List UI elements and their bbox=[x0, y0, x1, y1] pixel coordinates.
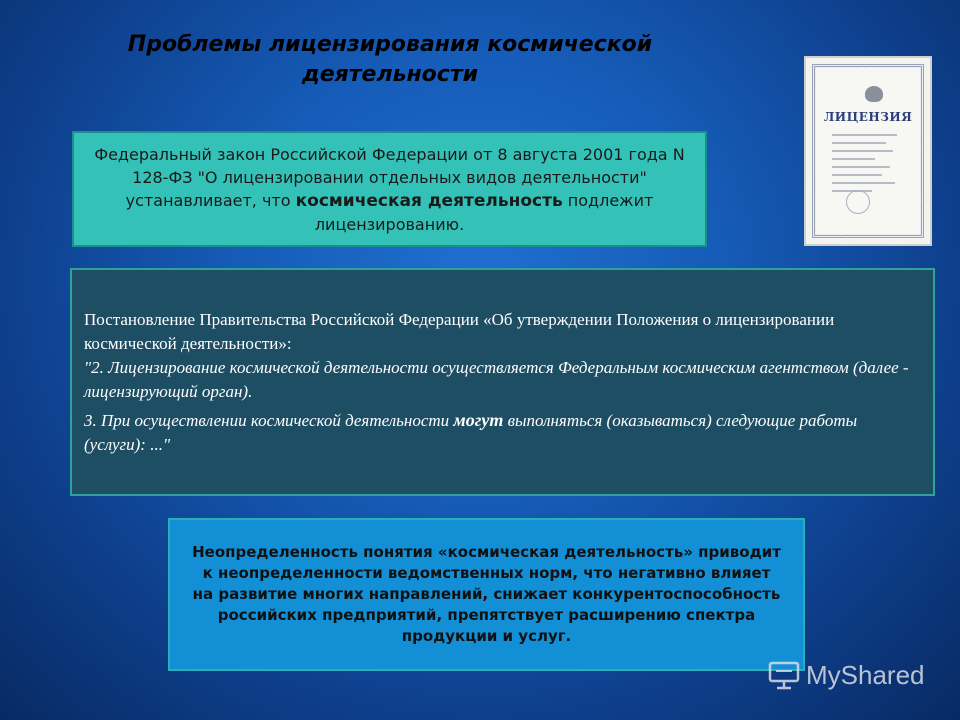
federal-law-box bbox=[72, 131, 707, 247]
coat-of-arms-icon bbox=[865, 86, 883, 102]
decree-title: Постановление Правительства Российской Федерации «Об утверждении Положения о лицензировании космической деятельности»: bbox=[84, 310, 835, 353]
certificate-heading: ЛИЦЕНЗИЯ bbox=[823, 110, 913, 124]
watermark bbox=[768, 655, 925, 695]
slide-title: Проблемы лицензирования космической деятельности bbox=[127, 32, 653, 87]
conclusion-text: Неопределенность понятия «космическая деятельность» приводит к неопределенности ведомственных норм, что негативно влияет на развитие многих направлений, снижает конкурентоспособность российских предприятий, препятствует расширению спектра продукции и услуг. bbox=[192, 543, 781, 645]
license-certificate-image bbox=[804, 56, 932, 246]
certificate-inner bbox=[816, 68, 920, 234]
decree-clause-3-start: 3. При осуществлении космической деятельности bbox=[84, 411, 454, 430]
seal-icon bbox=[846, 190, 870, 214]
decree-clause-2: "2. Лицензирование космической деятельности осуществляется Федеральным космическим агентством (далее - лицензирующий орган). bbox=[84, 358, 909, 401]
presentation-board-icon bbox=[768, 660, 800, 690]
decree-clause-3-bold: могут bbox=[453, 410, 504, 430]
federal-law-text-end: подлежит лицензированию. bbox=[314, 191, 654, 234]
watermark-text: MyShared bbox=[806, 659, 925, 690]
federal-law-text: Федеральный закон Российской Федерации от 8 августа 2001 года N 128-ФЗ "О лицензировании отдельных видов деятельности" устанавливает, что bbox=[94, 145, 685, 210]
government-decree-box bbox=[70, 268, 935, 496]
decree-clause-3-end: выполняться (оказываться) следующие работы (услуги): ..." bbox=[84, 411, 858, 454]
decree-clause-3 bbox=[84, 408, 921, 457]
certificate-text-lines bbox=[832, 134, 904, 198]
federal-law-bold-term: космическая деятельность bbox=[295, 191, 563, 211]
uncertainty-conclusion-box bbox=[168, 518, 805, 671]
